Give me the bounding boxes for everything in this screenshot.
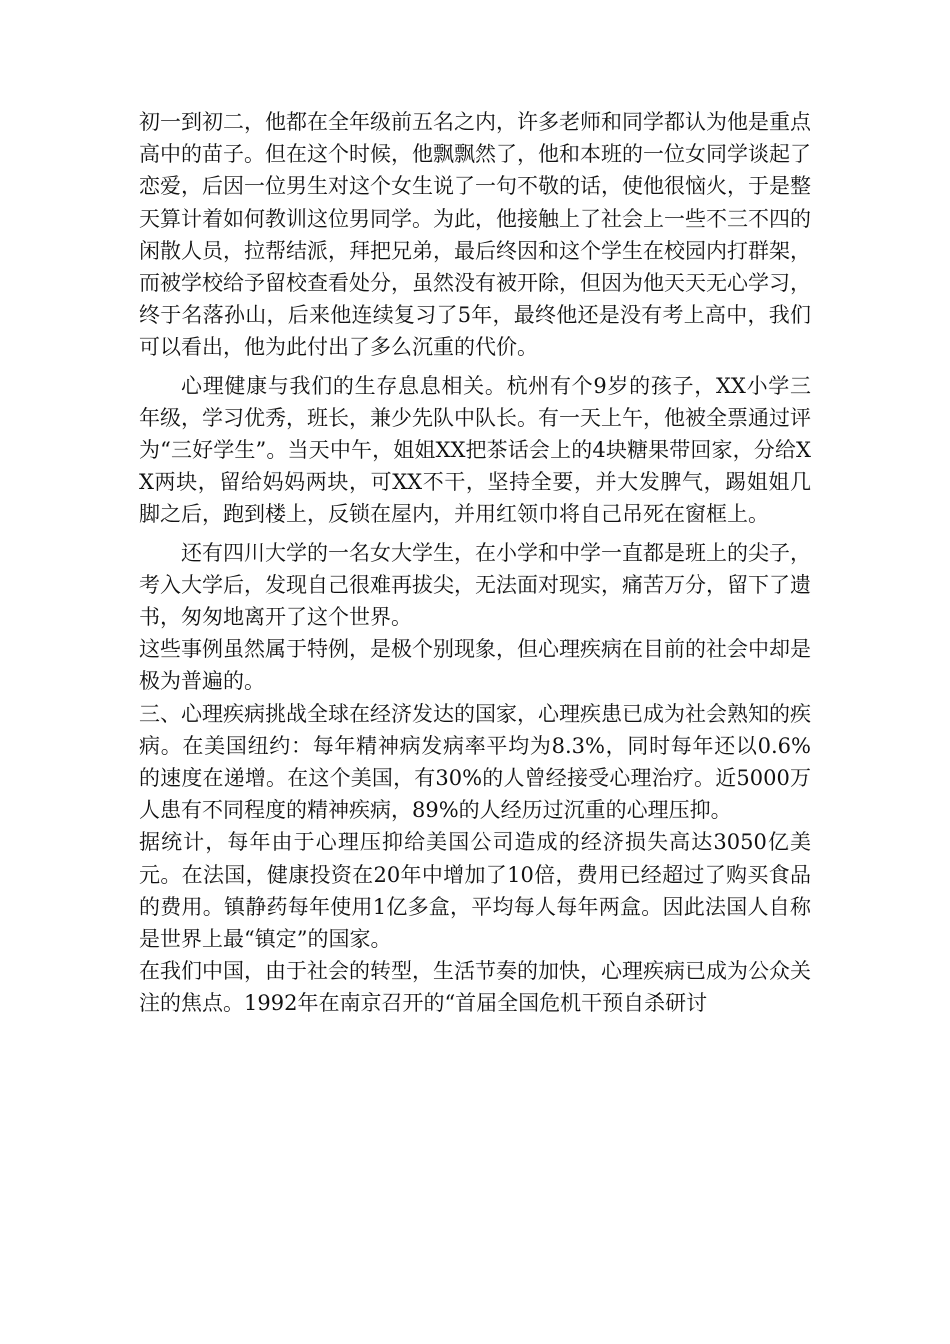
paragraph-continuation: 初一到初二，他都在全年级前五名之内，许多老师和同学都认为他是重点高中的苗子。但在这个时候，他飘飘然了，他和本班的一位女同学谈起了恋爱，后因一位男生对这个女生说了一句不敬的话，使他很恼火，于是整天算计着如何教训这位男同学。为此，他接触上了社会上一些不三不四的闲散人员，拉帮结派，拜把兄弟，最后终因和这个学生在校园内打群架，而被学校给予留校查看处分，虽然没有被开除，但因为他天天无心学习，终于名落孙山，后来他连续复习了5年，最终他还是没有考上高中，我们可以看出，他为此付出了多么沉重的代价。	[139, 110, 811, 360]
paragraph-sichuan-case: 还有四川大学的一名女大学生，在小学和中学一直都是班上的尖子，考入大学后，发现自己很难再拔尖，无法面对现实，痛苦万分，留下了遗书，匆匆地离开了这个世界。	[139, 540, 811, 630]
document-body	[139, 106, 811, 1020]
paragraph-section-three: 三、心理疾病挑战全球在经济发达的国家，心理疾患已成为社会熟知的疾病。在美国纽约：每年精神病发病率平均为8.3%，同时每年还以0.6%的速度在递增。在这个美国，有30%的人曾经接受心理治疗。近5000万人患有不同程度的精神疾病，89%的人经历过沉重的心理压抑。	[139, 701, 811, 823]
paragraph-statistics: 据统计，每年由于心理压抑给美国公司造成的经济损失高达3050亿美元。在法国，健康投资在20年中增加了10倍，费用已经超过了购买食品的费用。镇静药每年使用1亿多盒，平均每人每年两盒。因此法国人自称是世界上最“镇定”的国家。	[139, 830, 811, 952]
paragraph-china: 在我们中国，由于社会的转型，生活节奏的加快，心理疾病已成为公众关注的焦点。1992年在南京召开的“首届全国危机干预自杀研讨	[139, 959, 811, 1016]
paragraph-hangzhou-case: 心理健康与我们的生存息息相关。杭州有个9岁的孩子，XX小学三年级，学习优秀，班长，兼少先队中队长。有一天上午，他被全票通过评为“三好学生”。当天中午，姐姐XX把茶话会上的4块糖果带回家，分给XX两块，留给妈妈两块，可XX不干，坚持全要，并大发脾气，踢姐姐几脚之后，跑到楼上，反锁在屋内，并用红领巾将自己吊死在窗框上。	[139, 373, 811, 527]
paragraph-special-cases: 这些事例虽然属于特例，是极个别现象，但心理疾病在目前的社会中却是极为普遍的。	[139, 637, 811, 694]
